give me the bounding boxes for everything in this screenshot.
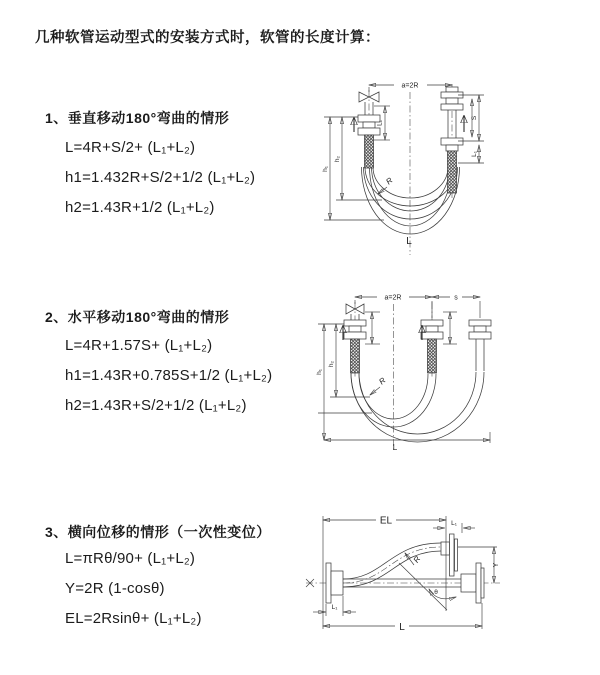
section-2-formula-h2: h2=1.43R+S/2+1/2 (L₁+L₂): [65, 397, 247, 414]
dim-label-h2: h₂: [334, 155, 341, 163]
right-pipe-assembly: [441, 87, 463, 193]
diagram-horizontal-180-bend: [310, 282, 520, 460]
dimension-l1-left: [313, 596, 356, 616]
section-1-formula-h2: h2=1.43R+1/2 (L₁+L₂): [65, 199, 215, 216]
radius-callout: [378, 176, 395, 194]
page-title: 几种软管运动型式的安装方式时，软管的长度计算：: [35, 30, 380, 46]
dim-label-h1: h₁: [316, 369, 323, 375]
dim-label-a2r: a=2R: [384, 294, 402, 302]
angle-label-theta: θ: [434, 589, 438, 596]
left-flange: [326, 563, 343, 603]
dim-label-el: EL: [379, 515, 393, 527]
hose-u-bend: [362, 167, 460, 234]
dimension-s: [432, 293, 480, 318]
section-3-heading: 3、横向位移的情形（一次性变位）: [45, 524, 271, 540]
dim-label-l: L: [392, 443, 398, 452]
section-2-formula-L: L=4R+1.57S+ (L₁+L₂): [65, 337, 213, 354]
dimension-l1-right: [458, 145, 484, 163]
right-flange: [461, 563, 484, 603]
dim-label-a2r: a=2R: [401, 82, 419, 90]
dimension-l-total: [324, 432, 490, 452]
upper-flange: [441, 534, 458, 576]
dim-label-s: S: [471, 115, 478, 121]
right-pipe-assembly: [469, 320, 491, 371]
dim-label-l1: L₁: [376, 120, 384, 126]
dim-label-r: R: [377, 375, 388, 387]
dim-label-h1: h₁: [322, 166, 329, 172]
section-1-heading: 1、垂直移动180°弯曲的情形: [45, 110, 230, 126]
diagram-lateral-displacement: [298, 503, 510, 641]
braided-hose-section: [428, 339, 437, 373]
radius-callout: [405, 553, 422, 565]
dim-label-l1-right: L₁: [471, 151, 478, 157]
dim-label-l1-left: L₁: [331, 604, 338, 611]
section-2-heading: 2、水平移动180°弯曲的情形: [45, 309, 230, 325]
dim-label-l: L: [399, 622, 405, 633]
radius-callout: [370, 376, 388, 395]
left-pipe-assembly: [344, 314, 366, 373]
hose-s-curve: [343, 543, 441, 587]
section-2-formula-h1: h1=1.43R+0.785S+1/2 (L₁+L₂): [65, 367, 273, 384]
braided-hose-section: [365, 135, 374, 168]
braided-hose-section: [448, 151, 457, 193]
diagram-vertical-180-bend: [312, 70, 492, 262]
hose-u-bends: [351, 372, 484, 442]
dim-label-y: Y: [493, 562, 500, 568]
dim-label-s: s: [454, 294, 458, 302]
dimension-h1: [316, 324, 372, 440]
section-3-formula-EL: EL=2Rsinθ+ (L₁+L₂): [65, 610, 202, 627]
dimension-l1-top: [433, 520, 475, 533]
bend-angle-construction: [399, 563, 456, 610]
section-3-formula-Y: Y=2R (1-cosθ): [65, 580, 165, 597]
dim-label-h2: h₂: [328, 360, 335, 368]
dim-label-l-total: L: [406, 236, 412, 247]
dim-label-r: R: [384, 175, 395, 187]
dimension-s-right: [458, 95, 484, 141]
dim-label-r: R: [411, 554, 423, 565]
dimension-a2r: [369, 81, 452, 92]
dimension-l-total: [323, 603, 482, 633]
braided-hose-section: [351, 339, 360, 373]
middle-pipe-assembly: [421, 320, 443, 373]
section-1-formula-L: L=4R+S/2+ (L₁+L₂): [65, 139, 196, 156]
left-pipe-assembly: [358, 102, 380, 168]
section-1-formula-h1: h1=1.432R+S/2+1/2 (L₁+L₂): [65, 169, 256, 186]
dim-label-l1-top: L₁: [451, 520, 457, 527]
section-3-formula-L: L=πRθ/90+ (L₁+L₂): [65, 550, 196, 567]
